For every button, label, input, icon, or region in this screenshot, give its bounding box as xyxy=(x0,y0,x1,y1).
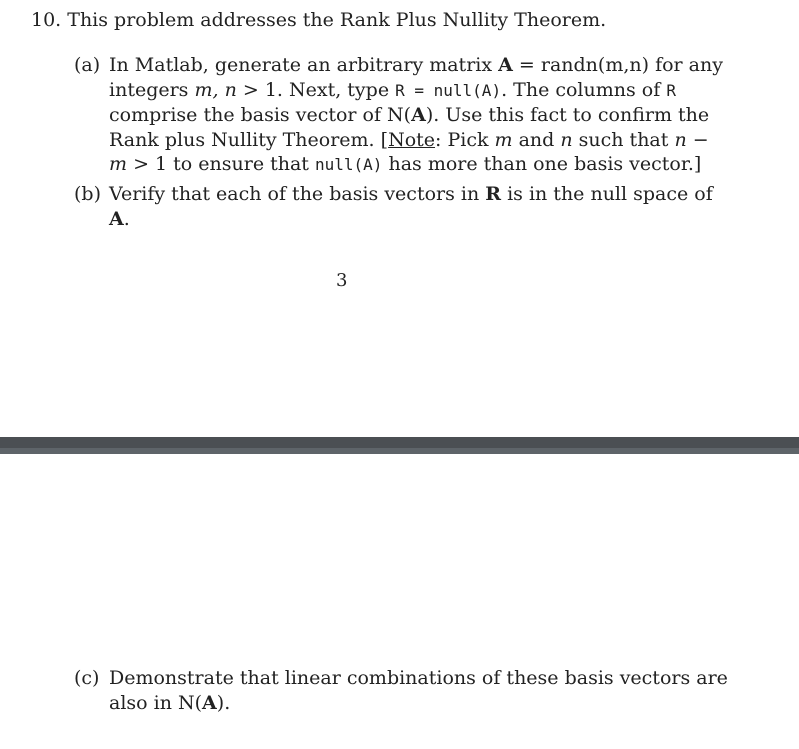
page-separator xyxy=(0,437,799,454)
part-a-line-3: comprise the basis vector of N(A). Use this fact to confirm the xyxy=(109,104,710,126)
matrix-A: A xyxy=(498,54,513,76)
part-b-label: (b) xyxy=(74,183,101,205)
part-c-label: (c) xyxy=(74,667,100,689)
page-bottom xyxy=(0,454,799,749)
part-a-label: (a) xyxy=(74,54,101,76)
part-a-line-5: m > 1 to ensure that null(A) has more than one basis vector.] xyxy=(109,153,702,175)
part-a-line-2: integers m, n > 1. Next, type R = null(A). The columns of R xyxy=(109,78,676,101)
problem-number: 10. xyxy=(31,9,62,31)
part-b-line-2: A. xyxy=(109,207,130,230)
note-label: Note xyxy=(388,128,436,151)
part-c-line-1: Demonstrate that linear combinations of these basis vectors are xyxy=(109,667,728,689)
part-a-line-4: Rank plus Nullity Theorem. [Note: Pick m and n such that n − xyxy=(109,128,709,151)
page-number: 3 xyxy=(336,270,348,291)
part-a-line-1: In Matlab, generate an arbitrary matrix A = randn(m,n) for any xyxy=(109,54,723,76)
part-b-line-1: Verify that each of the basis vectors in R is in the null space of xyxy=(109,183,713,205)
part-b-body xyxy=(109,182,713,231)
code-null-a: R = null(A) xyxy=(395,80,502,100)
problem-heading xyxy=(31,8,606,32)
part-a-body xyxy=(109,53,723,178)
problem-title: This problem addresses the Rank Plus Nullity Theorem. xyxy=(67,9,607,31)
part-c-body xyxy=(109,666,728,715)
part-c-line-2: also in N(A). xyxy=(109,691,231,714)
